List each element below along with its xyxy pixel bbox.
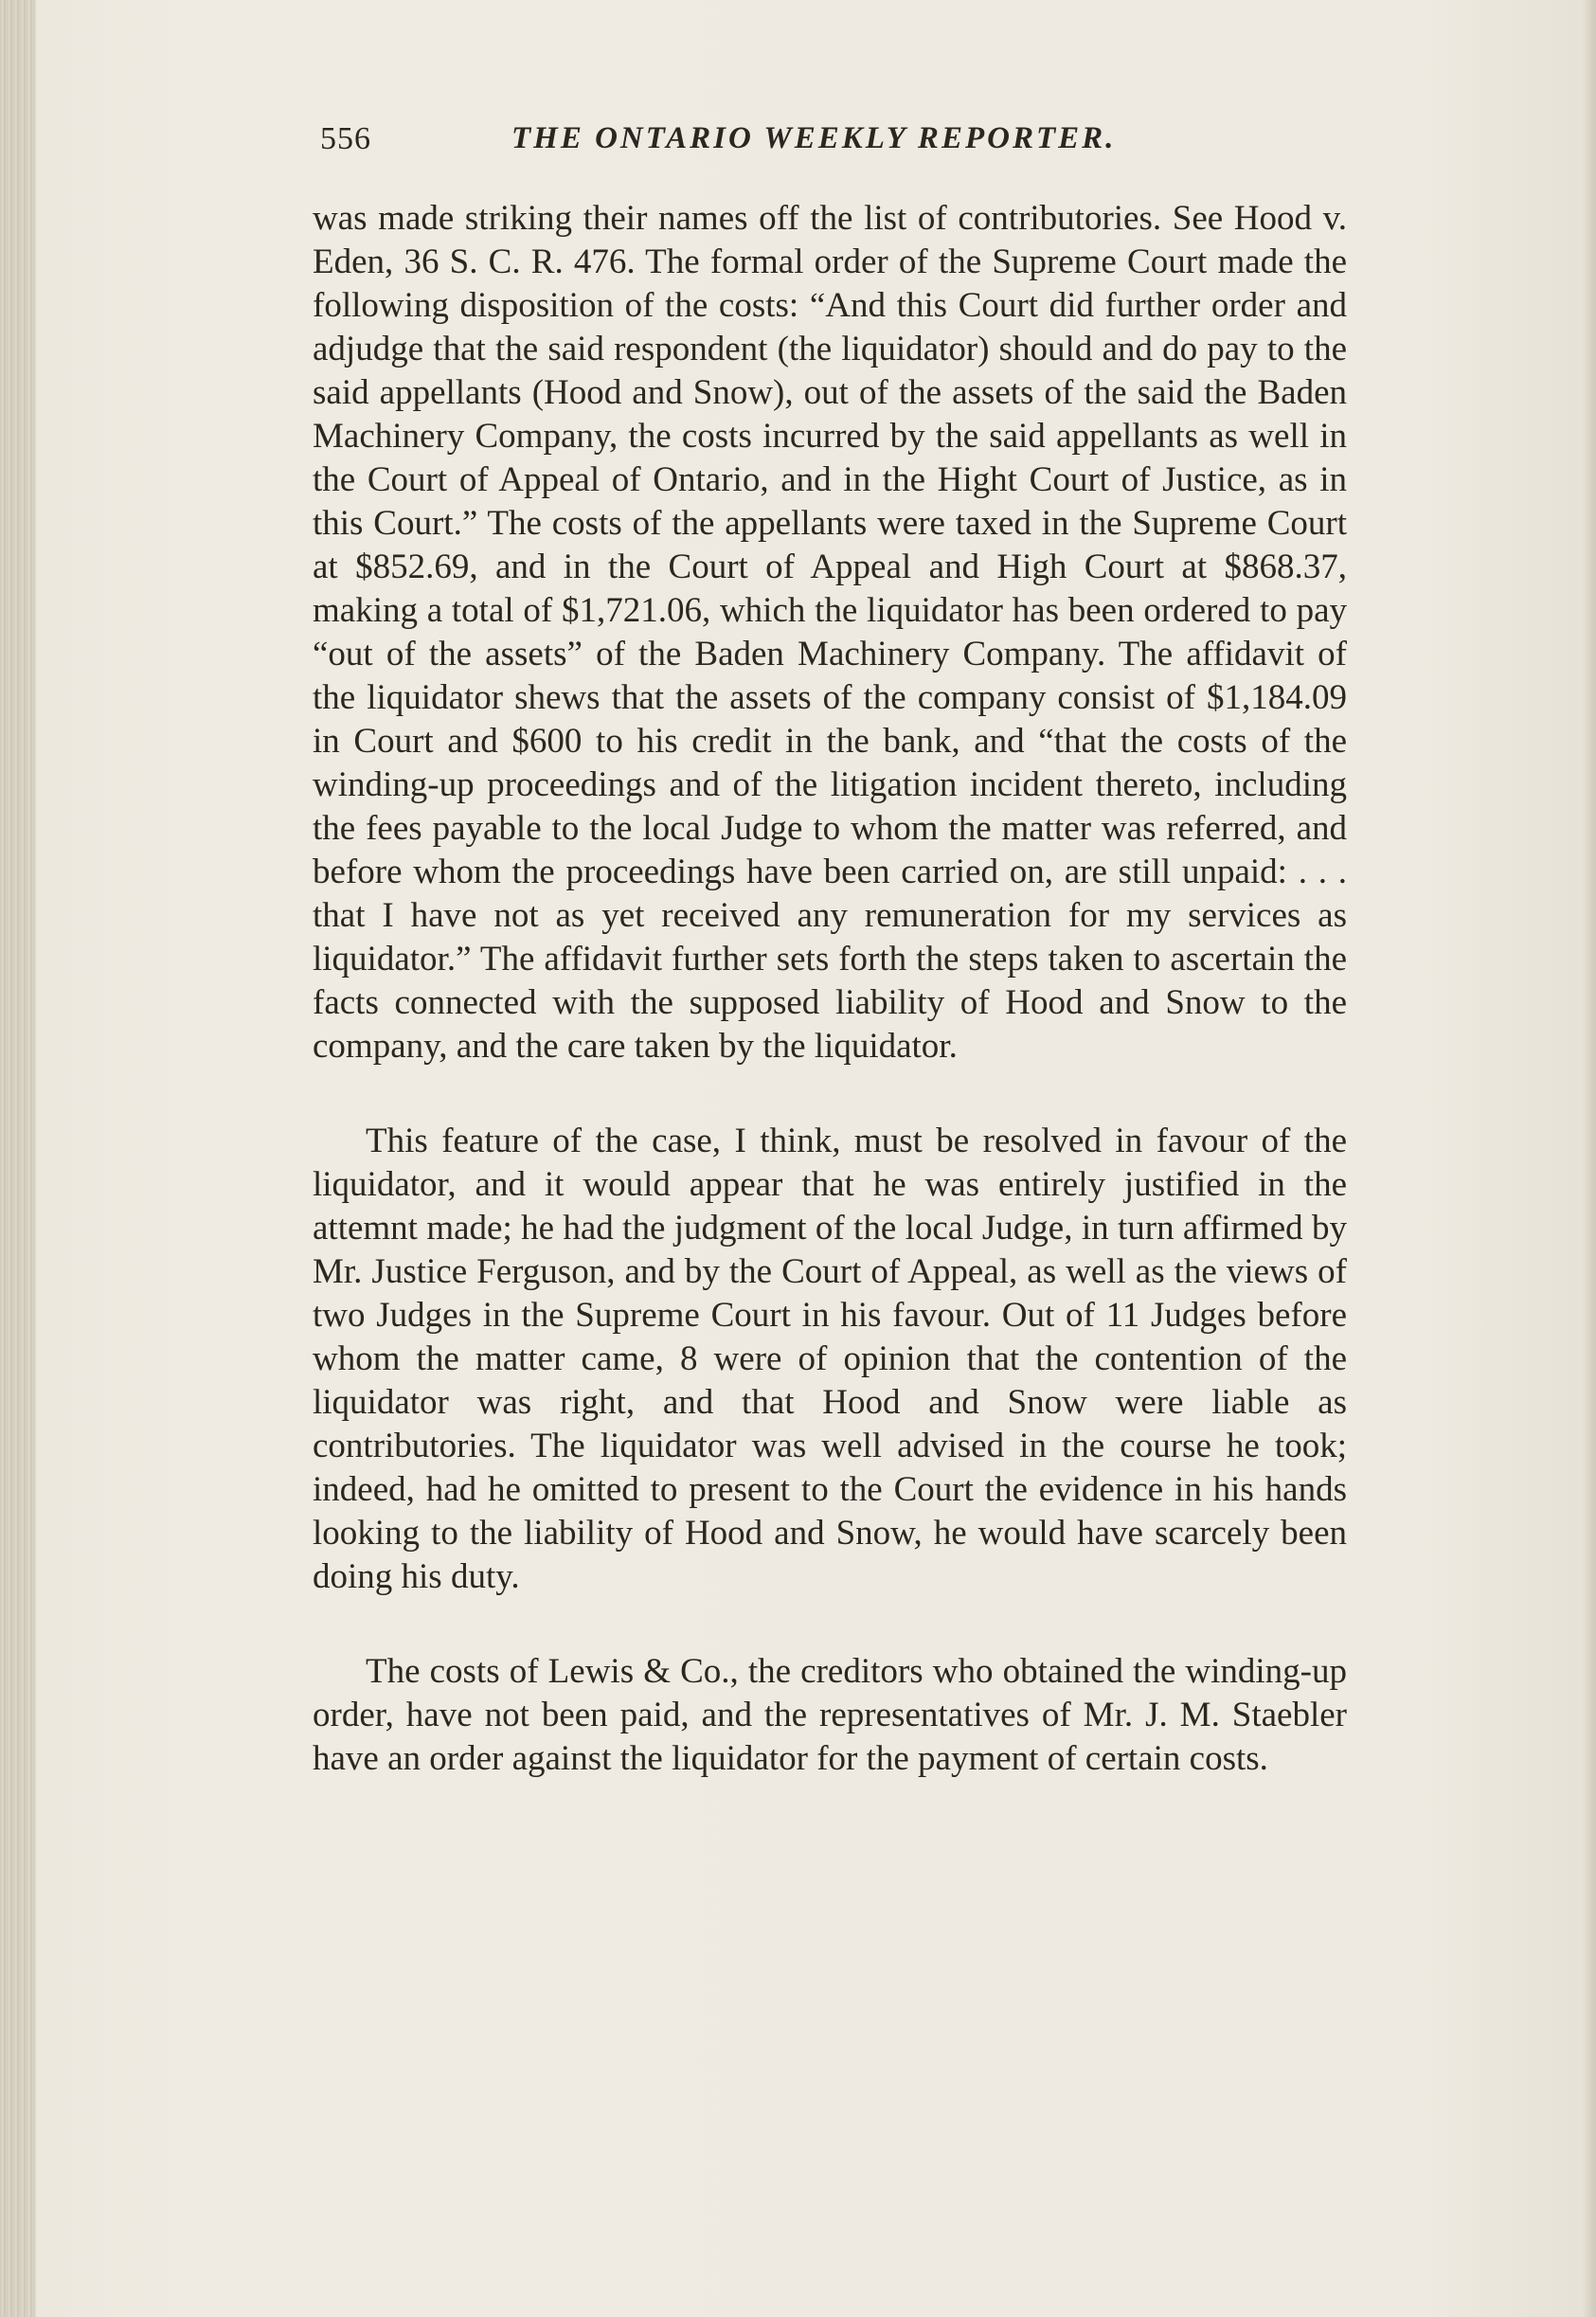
page-right-edge xyxy=(1583,0,1596,2317)
page-binding-edge xyxy=(0,0,36,2317)
body-text xyxy=(313,197,1347,1781)
paragraph-1: was made striking their names off the list of contributories. See Hood v. Eden, 36 S. C. R. 476. The formal order of the Supreme Court made the following disposition of the costs: “And this Court did further order and adjudge that the said respondent (the liquidator) should and do pay to the said appellants (Hood and Snow), out of the assets of the said the Baden Machinery Company, the costs incurred by the said appellants as well in the Court of Appeal of Ontario, and in the Hight Court of Justice, as in this Court.” The costs of the appellants were taxed in the Supreme Court at $852.69, and in the Court of Appeal and High Court at $868.37, making a total of $1,721.06, which the liquidator has been ordered to pay “out of the assets” of the Baden Machinery Company. The affidavit of the liquidator shews that the assets of the company consist of $1,184.09 in Court and $600 to his credit in the bank, and “that the costs of the winding-up proceedings and of the litigation incident thereto, including the fees payable to the local Judge to whom the matter was referred, and before whom the proceedings have been carried on, are still unpaid: . . . that I have not as yet received any remuneration for my services as liquidator.” The affidavit further sets forth the steps taken to ascertain the facts connected with the supposed liability of Hood and Snow to the company, and the care taken by the liquidator. xyxy=(313,199,1347,1066)
page-header xyxy=(320,121,1267,169)
running-head: THE ONTARIO WEEKLY REPORTER. xyxy=(511,121,1117,155)
page-number: 556 xyxy=(320,121,371,156)
paragraph-2: This feature of the case, I think, must be resolved in favour of the liquidator, and it would appear that he was entirely justified in the attemnt made; he had the judgment of the local Judge, in turn affirmed by Mr. Justice Ferguson, and by the Court of Appeal, as well as the views of two Judges in the Supreme Court in his favour. Out of 11 Judges before whom the matter came, 8 were of opinion that the contention of the liquidator was right, and that Hood and Snow were liable as contributories. The liquidator was well advised in the course he took; indeed, had he omitted to present to the Court the evidence in his hands looking to the liability of Hood and Snow, he would have scarcely been doing his duty. xyxy=(313,1122,1347,1596)
paragraph-3: The costs of Lewis & Co., the creditors who obtained the winding-up order, have not been paid, and the representatives of Mr. J. M. Staebler have an order against the liquidator for the payment of certain costs. xyxy=(313,1652,1347,1778)
